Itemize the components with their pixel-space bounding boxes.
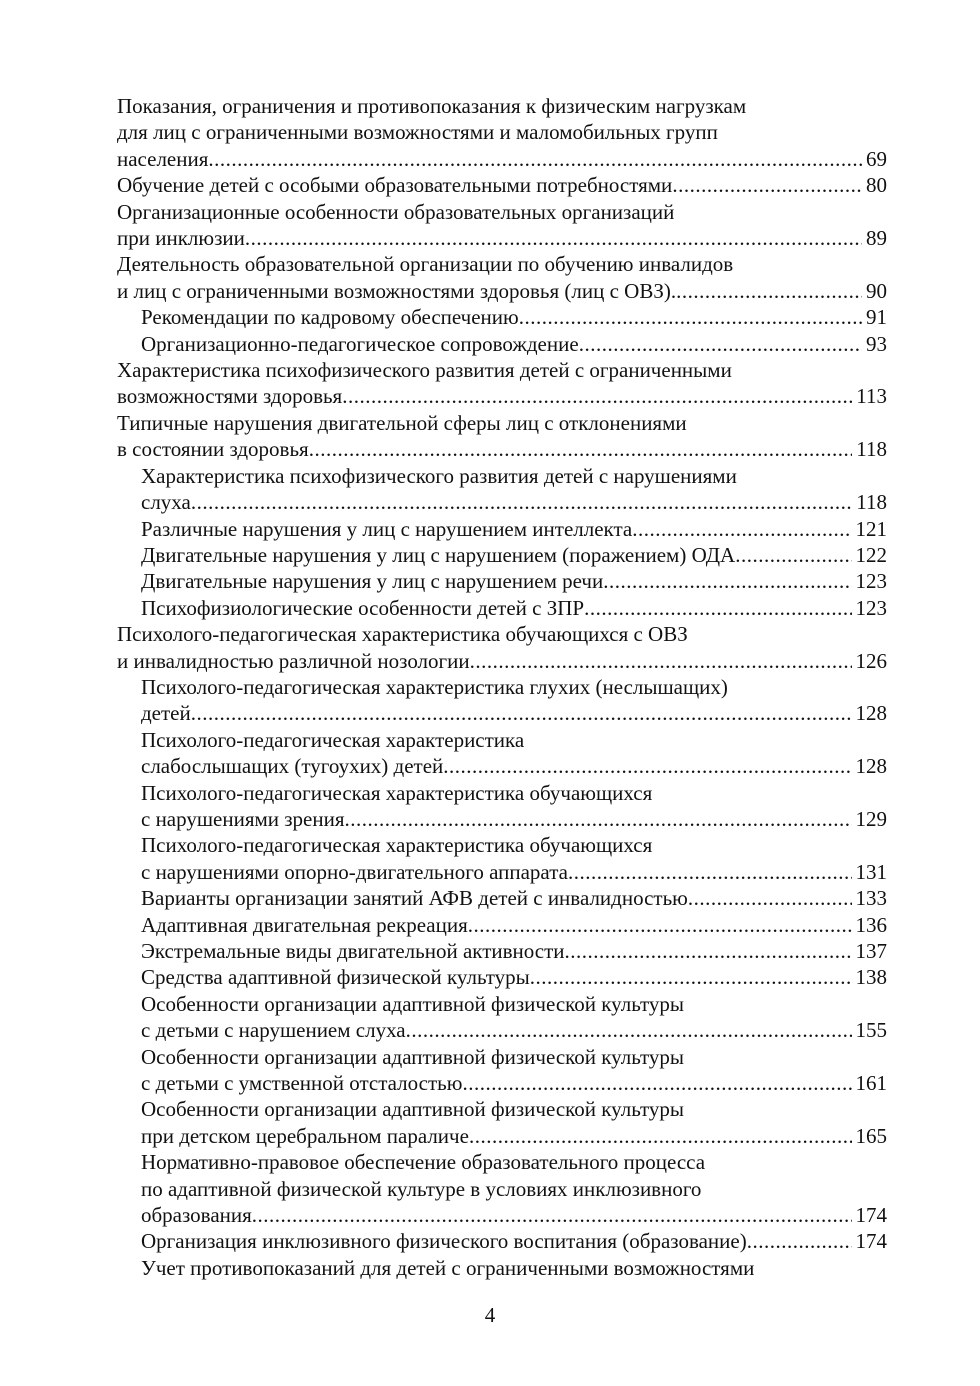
toc-entry[interactable] [117,727,887,780]
toc-entry[interactable] [117,251,887,304]
toc-entry-title-line: Рекомендации по кадровому обеспечению [141,305,519,330]
toc-entry-last-line [141,1070,887,1096]
toc-entry-title-line: Двигательные нарушения у лиц с нарушением (поражением) ОДА [141,542,736,567]
toc-page-number: 137 [855,939,887,963]
toc-entry[interactable] [117,304,887,330]
page-number: 4 [484,1303,496,1327]
dot-leader [468,912,852,938]
toc-entry[interactable] [117,357,887,410]
toc-entry-title-line: слабослышащих (тугоухих) детей [141,754,444,779]
dot-leader [565,938,852,964]
toc-entry[interactable] [117,172,887,198]
toc-page-number: 121 [855,516,887,541]
toc-entry-last-line [117,146,887,172]
toc-entry-last-line [141,1017,887,1043]
toc-page-number: 90 [866,278,887,303]
toc-page-number: 161 [855,1071,887,1096]
toc-entry-title-line: для лиц с ограниченными возможностями и маломобильных групп [117,120,718,145]
dot-leader [519,304,862,330]
dot-leader [462,1070,851,1096]
toc-entry[interactable] [117,463,887,516]
toc-entry-title-line: Организационно-педагогическое сопровождение [141,331,579,356]
toc-entry-title-line: Характеристика психофизического развития детей с ограниченными [117,358,732,383]
dot-leader [470,648,852,674]
dot-leader [672,172,862,198]
toc-entry-title-line: Психофизиологические особенности детей с ЗПР [141,595,585,620]
toc-entry-last-line [117,172,887,198]
toc-page-number: 128 [855,701,887,726]
toc-entry-last-line [141,1123,887,1149]
toc-entry-title-line: населения [117,146,209,171]
toc-entry-title-line: Организационные особенности образовательных организаций [117,199,675,224]
toc-entry-title-line: Особенности организации адаптивной физической культуры [141,991,685,1016]
toc-entry[interactable] [117,1149,887,1228]
dot-leader [688,885,852,911]
toc-entry-title-line: Особенности организации адаптивной физической культуры [141,1097,685,1122]
toc-entry-last-line [117,278,887,304]
toc-entry-title-line: при детском церебральном параличе [141,1123,469,1148]
toc-page-number: 89 [866,226,887,251]
toc-entry-title-line: Типичные нарушения двигательной сферы лиц с отклонениями [117,410,687,435]
toc-page-number: 113 [856,384,887,409]
dot-leader [342,383,852,409]
toc-entry-title-line: при инклюзии [117,226,245,251]
toc-entry-last-line [141,1202,887,1228]
toc-entry-title-line: с нарушениями опорно-двигательного аппарата [141,859,568,884]
toc-entry-title-line: Психолого-педагогическая характеристика обучающихся [141,780,653,805]
toc-entry-title-line: Психолого-педагогическая характеристика глухих (неслышащих) [141,674,728,699]
toc-entry-title-line: в состоянии здоровья [117,437,309,462]
toc-entry-last-line [117,436,887,462]
toc-entry-title-line: Психолого-педагогическая характеристика обучающихся [141,833,653,858]
toc-entry[interactable] [117,1096,887,1149]
toc-entry-last-line [141,542,887,568]
dot-leader [208,146,862,172]
toc-page-number: 91 [866,305,887,330]
toc-page-number: 80 [866,173,887,198]
toc-entry-last-line [141,912,887,938]
toc-entry-last-line [141,568,887,594]
toc-entry-last-line [141,806,887,832]
table-of-contents [117,93,887,1281]
toc-entry-title-line: Обучение детей с особыми образовательными потребностями [117,173,673,198]
toc-entry-last-line [141,516,887,542]
dot-leader [579,331,862,357]
dot-leader [735,542,851,568]
toc-entry-title-line: с детьми с умственной отсталостью [141,1071,463,1096]
toc-entry[interactable] [117,331,887,357]
toc-entry[interactable] [117,964,887,990]
toc-page-number: 118 [856,490,887,515]
toc-page-number: 69 [866,146,887,171]
toc-entry-title-line: Психолого-педагогическая характеристика обучающихся с ОВЗ [117,622,688,647]
toc-page-number: 128 [855,754,887,779]
toc-entry-last-line [141,595,887,621]
dot-leader [191,489,852,515]
dot-leader [443,753,851,779]
dot-leader [676,278,862,304]
toc-entry-last-line [141,700,887,726]
toc-entry-title-line: возможностями здоровья [117,384,343,409]
dot-leader [252,1202,852,1228]
toc-entry-title-line: Организация инклюзивного физического воспитания (образование) [141,1229,747,1254]
toc-entry[interactable] [117,1255,887,1281]
dot-leader [632,516,851,542]
toc-entry[interactable] [117,912,887,938]
toc-entry[interactable] [117,568,887,594]
toc-entry-title-line: Нормативно-правовое обеспечение образовательного процесса [141,1150,706,1175]
toc-entry[interactable] [117,93,887,172]
toc-entry-last-line [141,1228,887,1254]
toc-entry-title-line: Экстремальные виды двигательной активности [141,939,565,963]
toc-page-number: 133 [855,886,887,911]
toc-page-number: 123 [855,569,887,594]
toc-entry-title-line: Деятельность образовательной организации по обучению инвалидов [117,252,734,277]
dot-leader [309,436,853,462]
toc-entry-title-line: Характеристика психофизического развития детей с нарушениями [141,463,737,488]
toc-entry[interactable] [117,885,887,911]
dot-leader [568,859,852,885]
toc-entry-title-line: и лиц с ограниченными возможностями здоровья (лиц с ОВЗ). [117,278,677,303]
toc-entry-last-line [141,489,887,515]
toc-entry-title-line: Различные нарушения у лиц с нарушением интеллекта [141,516,633,541]
toc-entry[interactable] [117,780,887,833]
toc-entry-title-line: слуха [141,490,191,515]
toc-entry-title-line: с нарушениями зрения [141,806,345,831]
toc-entry[interactable] [117,674,887,727]
toc-page-number: 131 [855,859,887,884]
toc-entry[interactable] [117,516,887,542]
toc-entry-last-line [141,753,887,779]
toc-page-number: 174 [855,1203,887,1228]
toc-entry-title-line: Адаптивная двигательная рекреация [141,912,468,937]
toc-entry-title-line: с детьми с нарушением слуха [141,1018,406,1043]
toc-entry[interactable] [117,542,887,568]
toc-entry-title-line: Учет противопоказаний для детей с ограниченными возможностями [141,1255,755,1280]
toc-entry-title-line: Особенности организации адаптивной физической культуры [141,1044,685,1069]
toc-entry-title-line: по адаптивной физической культуре в условиях инклюзивного [141,1176,702,1201]
dot-leader [245,225,862,251]
toc-page-number: 126 [855,648,887,673]
toc-entry[interactable] [117,410,887,463]
toc-entry-last-line [117,648,887,674]
toc-entry-title-line: Психолого-педагогическая характеристика [141,727,525,752]
toc-entry[interactable] [117,938,887,964]
dot-leader [747,1228,852,1254]
toc-page-number: 174 [855,1229,887,1254]
dot-leader [584,595,851,621]
toc-entry-title-line: детей [141,701,191,726]
toc-entry[interactable] [117,621,887,674]
toc-page-number: 155 [855,1018,887,1043]
toc-page-number: 136 [855,912,887,937]
toc-page-number: 122 [855,542,887,567]
toc-entry-title-line: Показания, ограничения и противопоказания к физическим нагрузкам [117,94,747,118]
toc-entry[interactable] [117,832,887,885]
toc-entry-title-line: образования [141,1203,252,1228]
toc-page-number: 118 [856,437,887,462]
toc-entry[interactable] [117,1044,887,1097]
toc-entry[interactable] [117,595,887,621]
toc-entry-title-line: и инвалидностью различной нозологии [117,648,470,673]
toc-entry-last-line [141,885,887,911]
toc-entry[interactable] [117,991,887,1044]
toc-entry-last-line [117,383,887,409]
toc-page-number: 123 [855,595,887,620]
toc-page-number: 129 [855,806,887,831]
toc-entry[interactable] [117,199,887,252]
toc-entry-last-line [141,964,887,990]
toc-page-number: 165 [855,1123,887,1148]
toc-page-number: 138 [855,965,887,990]
toc-entry[interactable] [117,1228,887,1254]
toc-entry-last-line [141,859,887,885]
toc-page-number: 93 [866,331,887,356]
toc-entry-title-line: Двигательные нарушения у лиц с нарушением речи [141,569,604,594]
toc-entry-last-line [117,225,887,251]
dot-leader [191,700,852,726]
dot-leader [345,806,852,832]
dot-leader [603,568,851,594]
toc-entry-last-line [141,938,887,964]
toc-entry-title-line: Варианты организации занятий АФВ детей с инвалидностью [141,886,688,911]
toc-entry-last-line [141,304,887,330]
toc-entry-last-line [141,331,887,357]
dot-leader [406,1017,852,1043]
dot-leader [469,1123,852,1149]
toc-entry-title-line: Средства адаптивной физической культуры [141,965,530,990]
dot-leader [530,964,852,990]
